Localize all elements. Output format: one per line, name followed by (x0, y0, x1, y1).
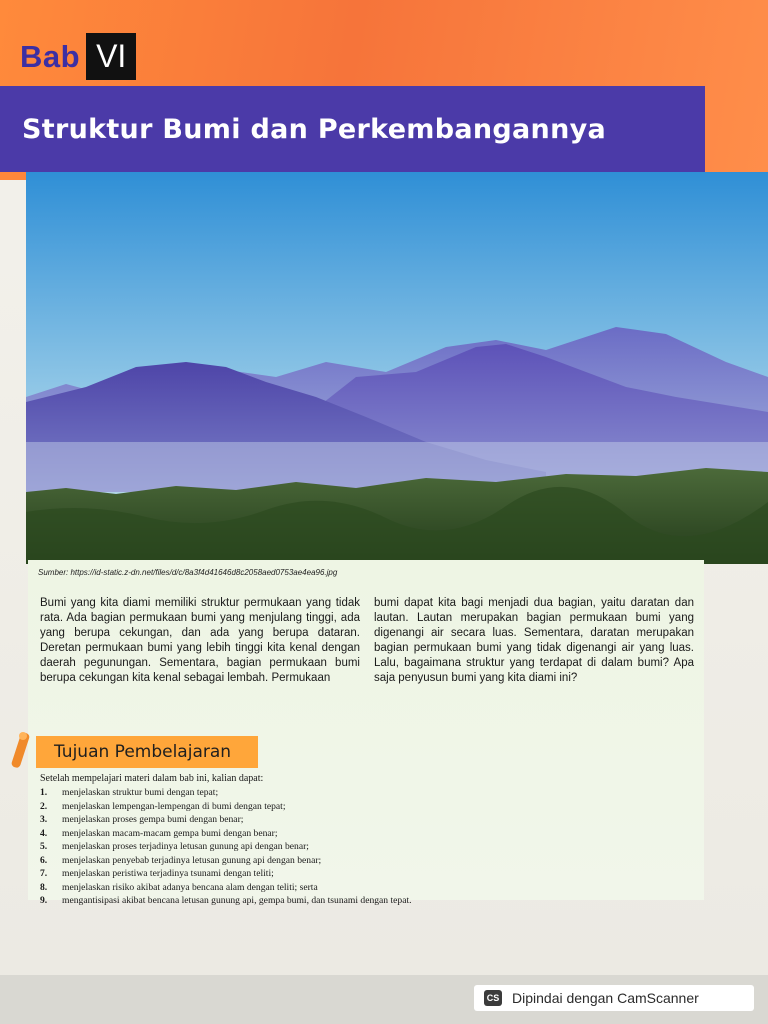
mountain-photo (26, 172, 768, 564)
objective-number: 5. (40, 841, 48, 852)
scanner-watermark (474, 985, 754, 1011)
objective-number: 6. (40, 854, 48, 866)
objective-text: menjelaskan penyebab terjadinya letusan gunung api dengan benar; (62, 854, 322, 866)
objectives-heading-tab (36, 736, 258, 768)
objective-text: menjelaskan lempengan-lempengan di bumi dengan tepat; (62, 800, 286, 812)
camscanner-icon: CS (484, 990, 502, 1006)
body-paragraph-left: Bumi yang kita diami memiliki struktur permukaan yang tidak rata. Ada bagian permukaan bumi yang menjulang tinggi, ada yang berupa cekungan, dan ada yang berupa dataran. Deretan permukaan bumi yang lebih tinggi kita kenal dengan daerah pegunungan. Sementara, bagian permukaan bumi berupa cekungan kita kenal sebagai lembah. Permukaan (40, 597, 360, 684)
objective-text: menjelaskan macam-macam gempa bumi dengan benar; (62, 827, 278, 839)
chapter-label (20, 33, 136, 80)
chapter-title: Struktur Bumi dan Perkembangannya (22, 113, 607, 145)
objective-number: 8. (40, 881, 48, 893)
chapter-word: Bab (20, 38, 81, 74)
objectives-heading: Tujuan Pembelajaran (54, 742, 232, 762)
chapter-number: VI (86, 33, 136, 80)
objective-text: menjelaskan peristiwa terjadinya tsunami dengan teliti; (62, 868, 274, 879)
objective-text: menjelaskan proses terjadinya letusan gunung api dengan benar; (62, 841, 309, 852)
objective-item (40, 827, 510, 841)
mountain-illustration (26, 172, 768, 564)
objective-number: 9. (40, 895, 48, 906)
objective-item (40, 813, 510, 827)
objective-item (40, 854, 510, 868)
chapter-title-bar (0, 86, 705, 172)
pin-icon (10, 728, 30, 772)
body-paragraph-right: bumi dapat kita bagi menjadi dua bagian, yaitu daratan dan lautan. Lautan merupakan bagian permukaan bumi yang digenangi air secara luas. Sementara, daratan merupakan bagian permukaan bumi yang tidak digenangi air yang luas. Lalu, bagaimana struktur yang terdapat di dalam bumi? Apa saja penyusun bumi yang kita diami ini? (374, 597, 694, 684)
objective-item (40, 894, 510, 908)
objectives-list (40, 786, 510, 908)
objective-item (40, 840, 510, 854)
objective-number: 1. (40, 787, 48, 798)
objective-text: menjelaskan proses gempa bumi dengan benar; (62, 814, 244, 825)
scanner-text: Dipindai dengan CamScanner (512, 990, 699, 1006)
objective-number: 4. (40, 827, 48, 839)
objective-text: mengantisipasi akibat bencana letusan gunung api, gempa bumi, dan tsunami dengan tepat. (62, 895, 412, 906)
photo-source: Sumber: https://id-static.z-dn.net/files/d/c/8a3f4d41646d8c2058aed0753ae4ea96.jpg (38, 568, 338, 577)
objective-text: menjelaskan struktur bumi dengan tepat; (62, 787, 219, 798)
objective-number: 3. (40, 814, 48, 825)
objective-number: 2. (40, 800, 48, 812)
objective-item (40, 786, 510, 800)
objective-number: 7. (40, 868, 48, 879)
objective-item (40, 867, 510, 881)
objective-item (40, 800, 510, 814)
objective-item (40, 881, 510, 895)
objective-text: menjelaskan risiko akibat adanya bencana alam dengan teliti; serta (62, 881, 318, 893)
objectives-intro: Setelah mempelajari materi dalam bab ini, kalian dapat: (40, 773, 264, 784)
